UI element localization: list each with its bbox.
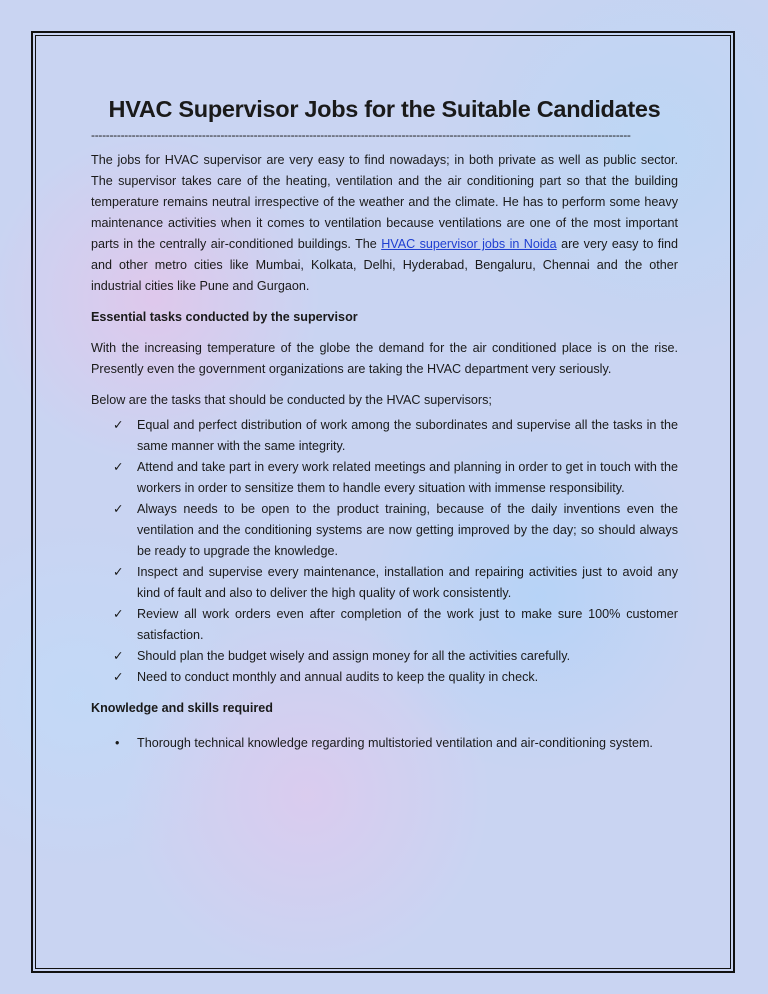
list-item-text: Equal and perfect distribution of work among the subordinates and supervise all the tasks in the same manner with the same integrity. xyxy=(137,418,678,453)
list-item-text: Inspect and supervise every maintenance, installation and repairing activities just to avoid any kind of fault and also to deliver the high quality of work consistently. xyxy=(137,565,678,600)
list-item xyxy=(91,562,678,604)
list-item xyxy=(91,499,678,562)
tasks-list xyxy=(91,415,678,688)
list-item-text: Always needs to be open to the product training, because of the daily inventions even the ventilation and the conditioning systems are now getting improved by the day; so should always be ready to upgrade the knowledge. xyxy=(137,502,678,558)
list-item xyxy=(91,604,678,646)
divider-line: -------------------------------------------------------------------------------------------------------------------------------------------------- xyxy=(91,128,631,142)
list-item xyxy=(91,667,678,688)
bullet-icon: • xyxy=(115,736,120,750)
document-body xyxy=(91,92,678,764)
checkmark-icon: ✓ xyxy=(113,565,124,579)
checkmark-icon: ✓ xyxy=(113,607,124,621)
paragraph-rise: With the increasing temperature of the globe the demand for the air conditioned place is on the rise. Presently even the government organizations are taking the HVAC department very seriously. xyxy=(91,341,678,376)
list-item xyxy=(91,733,678,754)
heading-knowledge-skills: Knowledge and skills required xyxy=(91,701,273,715)
checkmark-icon: ✓ xyxy=(113,649,124,663)
checkmark-icon: ✓ xyxy=(113,418,124,432)
intro-text-cont: are very easy to find and other metro cities like Mumbai, Kolkata, Delhi, Hyderabad, Bengaluru, Chennai and the other industrial cities like Pune and Gurgaon. xyxy=(91,237,679,293)
heading-essential-tasks: Essential tasks conducted by the supervisor xyxy=(91,310,358,324)
noida-jobs-link[interactable]: HVAC supervisor jobs in Noida xyxy=(381,237,557,251)
list-item xyxy=(91,457,678,499)
list-item xyxy=(91,415,678,457)
document-title: HVAC Supervisor Jobs for the Suitable Candidates xyxy=(108,96,661,122)
list-item xyxy=(91,646,678,667)
skills-list xyxy=(91,733,678,754)
list-item-text: Thorough technical knowledge regarding multistoried ventilation and air-conditioning system. xyxy=(137,736,653,750)
checkmark-icon: ✓ xyxy=(113,670,124,684)
paragraph-tasks-intro: Below are the tasks that should be conducted by the HVAC supervisors; xyxy=(91,393,492,407)
list-item-text: Review all work orders even after completion of the work just to make sure 100% customer satisfaction. xyxy=(137,607,678,642)
intro-text: The jobs for HVAC supervisor are very easy to find nowadays; in both private as well as public sector. The supervisor takes care of the heating, ventilation and the air conditioning part so that the building temperature remains neutral irrespective of the weather and the climate. He has to perform some heavy maintenance activities when it comes to ventilation because ventilations are one of the most important parts in the centrally air-conditioned buildings. The xyxy=(91,153,678,251)
checkmark-icon: ✓ xyxy=(113,460,124,474)
checkmark-icon: ✓ xyxy=(113,502,124,516)
list-item-text: Need to conduct monthly and annual audits to keep the quality in check. xyxy=(137,670,539,684)
intro-paragraph xyxy=(91,150,678,297)
list-item-text: Should plan the budget wisely and assign money for all the activities carefully. xyxy=(137,649,571,663)
list-item-text: Attend and take part in every work related meetings and planning in order to get in touch with the workers in order to sensitize them to handle every situation with immense responsibility. xyxy=(137,460,678,495)
